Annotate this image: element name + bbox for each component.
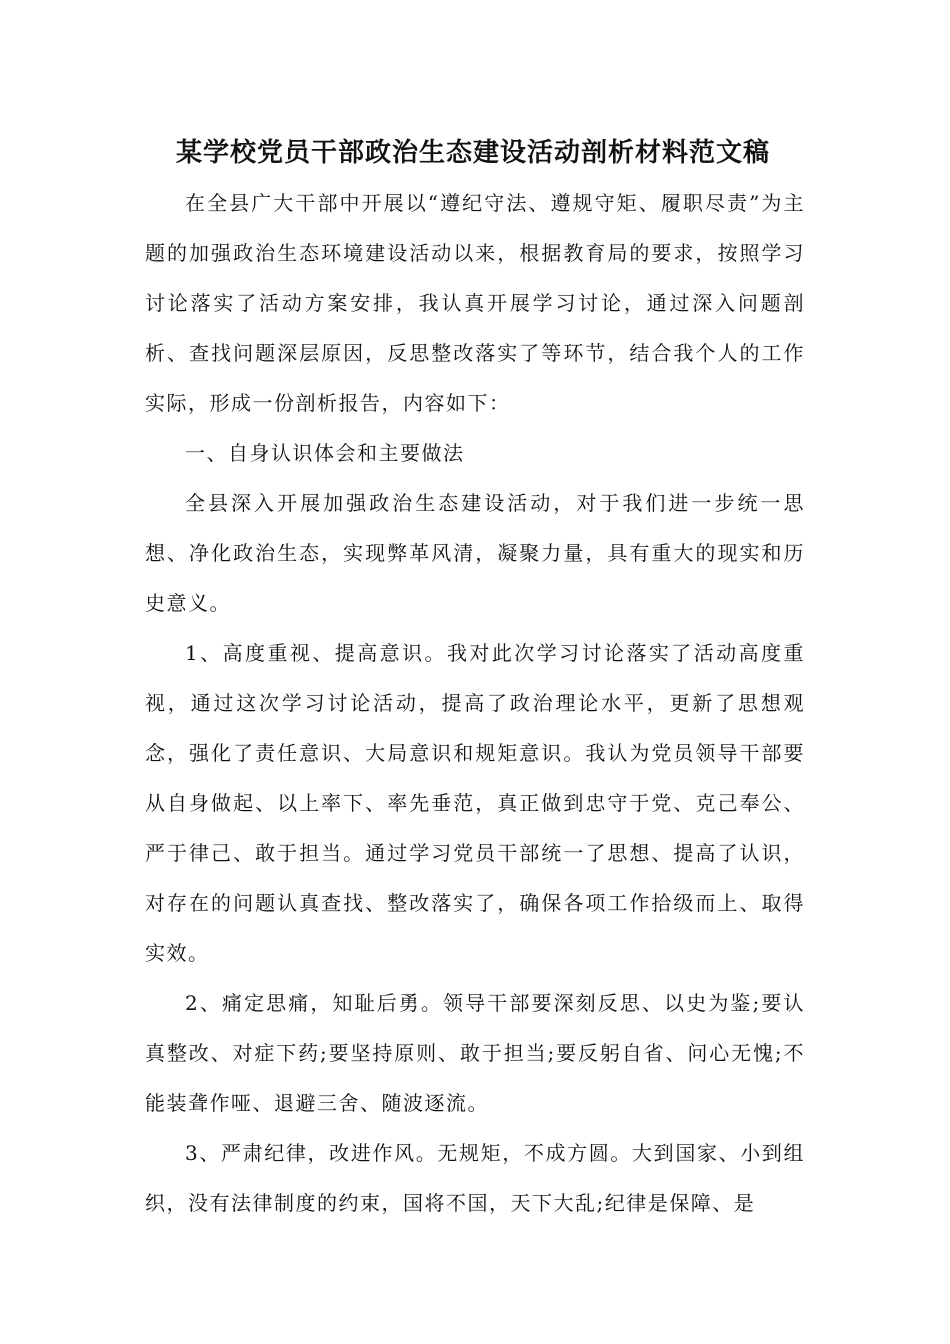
intro-paragraph: 在全县广大干部中开展以“遵纪守法、遵规守矩、履职尽责”为主题的加强政治生态环境建设活动以来，根据教育局的要求，按照学习讨论落实了活动方案安排，我认真开展学习讨论，通过深入问题剖析、查找问题深层原因，反思整改落实了等环节，结合我个人的工作实际，形成一份剖析报告，内容如下：	[145, 191, 805, 415]
body-paragraph: 3、严肃纪律，改进作风。无规矩，不成方圆。大到国家、小到组织，没有法律制度的约束，国将不国，天下大乱;纪律是保障、是	[145, 1141, 805, 1215]
body-paragraph: 2、痛定思痛，知耻后勇。领导干部要深刻反思、以史为鉴;要认真整改、对症下药;要坚持原则、敢于担当;要反躬自省、问心无愧;不能装聋作哑、退避三舍、随波逐流。	[145, 991, 805, 1115]
document-page	[145, 128, 805, 1228]
document-title: 某学校党员干部政治生态建设活动剖析材料范文稿	[175, 138, 770, 168]
body-paragraph: 1、高度重视、提高意识。我对此次学习讨论落实了活动高度重视，通过这次学习讨论活动，提高了政治理论水平，更新了思想观念，强化了责任意识、大局意识和规矩意识。我认为党员领导干部要从自身做起、以上率下、率先垂范，真正做到忠守于党、克己奉公、严于律己、敢于担当。通过学习党员干部统一了思想、提高了认识，对存在的问题认真查找、整改落实了，确保各项工作拾级而上、取得实效。	[145, 641, 805, 965]
section-heading-1: 一、自身认识体会和主要做法	[185, 441, 465, 465]
body-paragraph: 全县深入开展加强政治生态建设活动，对于我们进一步统一思想、净化政治生态，实现弊革风清，凝聚力量，具有重大的现实和历史意义。	[145, 491, 805, 615]
